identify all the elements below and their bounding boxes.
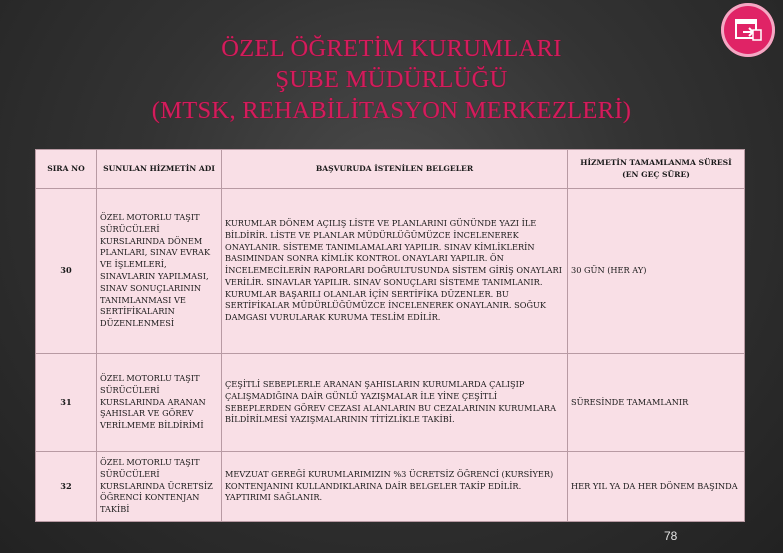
table-row	[36, 354, 745, 452]
table-row	[36, 452, 745, 522]
service-name: ÖZEL MOTORLU TAŞIT SÜRÜCÜLERİ KURSLARINDA DÖNEM PLANLARI, SINAV EVRAK VE İŞLEMLERİ, SINAVLARIN YAPILMASI, SINAV SONUÇLARININ TANIMLANMASI VE SERTİFİKALARIN DÜZENLENMESİ	[97, 189, 222, 354]
completion-time: SÜRESİNDE TAMAMLANIR	[568, 354, 745, 452]
service-name: ÖZEL MOTORLU TAŞIT SÜRÜCÜLERİ KURSLARINDA ÜCRETSİZ ÖĞRENCİ KONTENJAN TAKİBİ	[97, 452, 222, 522]
completion-time: 30 GÜN (HER AY)	[568, 189, 745, 354]
row-number: 30	[36, 189, 97, 354]
title-line-1: ÖZEL ÖĞRETİM KURUMLARI	[221, 35, 562, 62]
slide-title	[60, 33, 723, 126]
title-line-3: (MTSK, REHABİLİTASYON MERKEZLERİ)	[151, 97, 632, 124]
row-number: 31	[36, 354, 97, 452]
required-documents: MEVZUAT GEREĞİ KURUMLARIMIZIN %3 ÜCRETSİZ ÖĞRENCİ (KURSİYER) KONTENJANINI KULLANDIKLARINA DAİR BELGELER TAKİP EDİLİR. YAPTIRIMI SAĞLANIR.	[222, 452, 568, 522]
completion-time: HER YIL YA DA HER DÖNEM BAŞINDA	[568, 452, 745, 522]
row-number: 32	[36, 452, 97, 522]
exit-slide-button[interactable]	[721, 3, 775, 57]
header-required-documents: BAŞVURUDA İSTENİLEN BELGELER	[222, 150, 568, 189]
title-line-2: ŞUBE MÜDÜRLÜĞÜ	[275, 66, 508, 93]
header-sira-no: SIRA NO	[36, 150, 97, 189]
exit-slide-icon	[733, 17, 763, 43]
table-row	[36, 189, 745, 354]
required-documents: ÇEŞİTLİ SEBEPLERLE ARANAN ŞAHISLARIN KURUMLARDA ÇALIŞIP ÇALIŞMADIĞINA DAİR GÜNLÜ YAZIŞMALAR İLE YİNE ÇEŞİTLİ SEBEPLERDEN GÖREV CEZASI ALANLARIN BU CEZALARININ KURUMLARA BİLDİRİLMESİ YAZIŞMALARININ TİTİZLİKLE TAKİBİ.	[222, 354, 568, 452]
services-table	[35, 149, 745, 522]
required-documents: KURUMLAR DÖNEM AÇILIŞ LİSTE VE PLANLARINI GÜNÜNDE YAZI İLE BİLDİRİR. LİSTE VE PLANLAR MÜDÜRLÜĞÜMÜZCE İNCELENEREK ONAYLANIR. SİSTEME TANIMLAMALARI YAPILIR. SINAV KİMLİKLERİN BASIMINDAN SONRA KİMLİK KONTROL ONAYLARI YAPILIR. ÖN İNCELEMECİLERİN RAPORLARI DOĞRULTUSUNDA SİSTEM GİRİŞ ONAYLARI VERİLİR. SINAVLAR YAPILIR. SINAV SONUÇLARI SİSTEME TANIMLANIR. KURUMLAR BAŞARILI OLANLAR İÇİN SERTİFİKA DÜZENLER. BU SERTİFİKALAR MÜDÜRLÜĞÜMÜZCE İNCELENEREK ONAYLANIR. SOĞUK DAMGASI VURULARAK KURUMA TESLİM EDİLİR.	[222, 189, 568, 354]
header-completion-time: HİZMETİN TAMAMLANMA SÜRESİ (EN GEÇ SÜRE)	[568, 150, 745, 189]
service-name: ÖZEL MOTORLU TAŞIT SÜRÜCÜLERİ KURSLARINDA ARANAN ŞAHISLAR VE GÖREV VERİLMEME BİLDİRİMİ	[97, 354, 222, 452]
page-number: 78	[664, 529, 678, 543]
table-header-row	[36, 150, 745, 189]
header-service-name: SUNULAN HİZMETİN ADI	[97, 150, 222, 189]
